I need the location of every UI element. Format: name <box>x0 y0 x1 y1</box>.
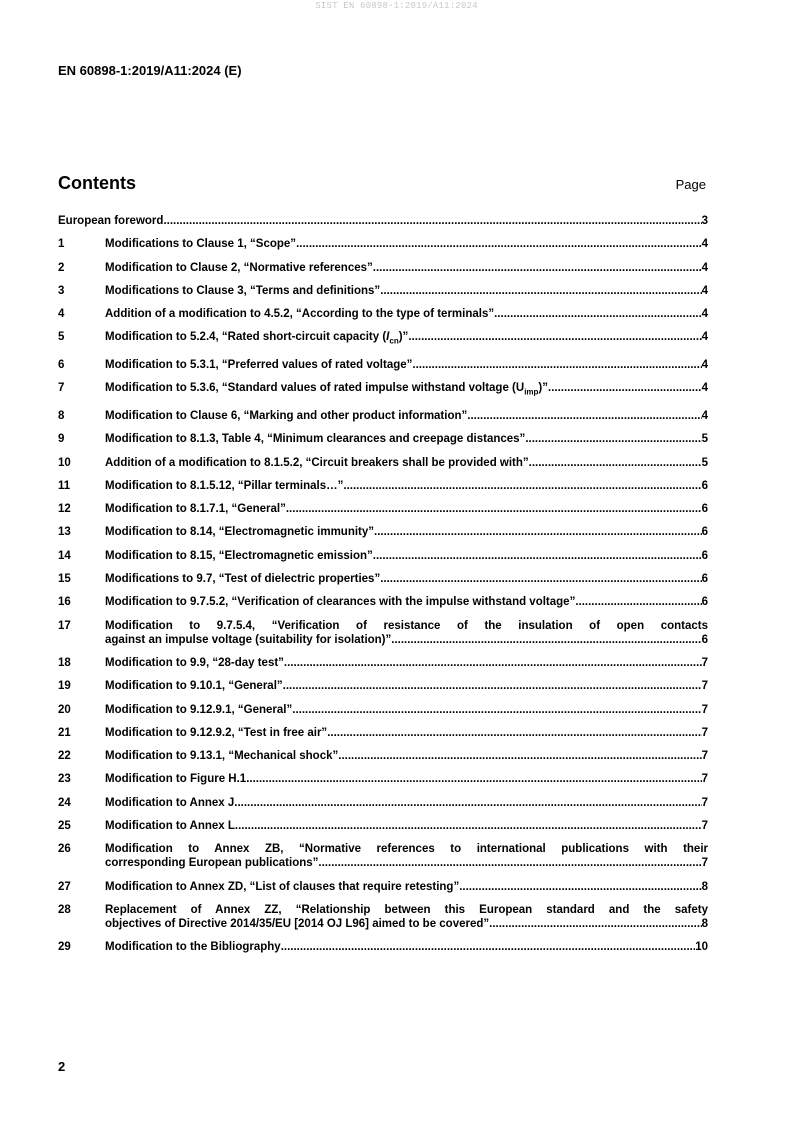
toc-entry-number: 28 <box>58 903 71 916</box>
toc-entry-title: Modification to 8.1.5.12, “Pillar terminals…” <box>105 479 344 492</box>
toc-entry[interactable] <box>58 679 708 693</box>
contents-title: Contents <box>58 173 136 193</box>
toc-entry-page: 6 <box>701 503 708 516</box>
toc-entry-page: 4 <box>701 359 708 372</box>
toc-entry-title <box>105 330 408 348</box>
toc-entry-title: Modification to 5.3.1, “Preferred values of rated voltage” <box>105 359 413 372</box>
toc-entry-line <box>105 237 708 251</box>
toc-entry-title: Modification to the Bibliography <box>105 941 281 954</box>
toc-entry-body <box>105 903 708 931</box>
toc-entry-title: Modification to 9.10.1, “General” <box>105 680 283 693</box>
toc-entry-line <box>105 656 708 670</box>
toc-entry-title: Modification to Clause 6, “Marking and other product information” <box>105 409 468 422</box>
toc-entry-title: Modifications to Clause 1, “Scope” <box>105 238 297 251</box>
toc-entry-title: Addition of a modification to 8.1.5.2, “Circuit breakers shall be provided with” <box>105 456 529 469</box>
dot-leader <box>284 656 702 670</box>
toc-entry-page: 7 <box>701 820 708 833</box>
toc-entry-title <box>105 381 548 399</box>
toc-entry-number: 18 <box>58 656 71 669</box>
toc-entry-title-part: Modification to 5.3.6, “Standard values of rated impulse withstand voltage (U <box>105 382 525 395</box>
toc-entry-body <box>105 703 708 717</box>
toc-entry-page: 6 <box>701 549 708 562</box>
toc-entry-number: 3 <box>58 284 65 297</box>
toc-entry[interactable] <box>58 479 708 493</box>
toc-entry-body <box>105 237 708 251</box>
toc-entry-page: 7 <box>701 750 708 763</box>
toc-entry-page: 4 <box>701 308 708 321</box>
toc-entry-line <box>105 633 708 647</box>
toc-entry-page: 5 <box>701 433 708 446</box>
toc-entry-body <box>105 679 708 693</box>
toc-entry-body <box>105 409 708 423</box>
toc-entry-number: 14 <box>58 549 71 562</box>
toc-entry-body <box>105 772 708 786</box>
toc-entry-body <box>105 819 708 833</box>
toc-entry-line <box>105 880 708 894</box>
toc-entry-title: Modification to 8.15, “Electromagnetic emission” <box>105 549 373 562</box>
toc-entry-line <box>105 381 708 399</box>
dot-leader <box>235 819 702 833</box>
dot-leader <box>575 595 701 609</box>
watermark: SIST EN 60898-1:2019/A11:2024 <box>315 1 478 11</box>
dot-leader <box>380 284 701 298</box>
toc-entry-body <box>105 940 708 954</box>
toc-entry[interactable] <box>58 703 708 717</box>
toc-entry-title-line: Modification to Annex ZB, “Normative references to international publications with their <box>105 843 708 856</box>
toc-entry-number: 25 <box>58 820 71 833</box>
toc-entry-title: Modification to Annex ZD, “List of clauses that require retesting” <box>105 880 460 893</box>
toc-entry-title: Modification to 9.12.9.2, “Test in free air” <box>105 726 328 739</box>
toc-entry-title: Modification to 8.14, “Electromagnetic immunity” <box>105 526 375 539</box>
toc-entry-page: 8 <box>701 880 708 893</box>
table-of-contents <box>58 214 708 964</box>
toc-entry[interactable] <box>58 749 708 763</box>
toc-entry-page: 6 <box>701 526 708 539</box>
toc-entry-number: 13 <box>58 526 71 539</box>
dot-leader <box>338 749 701 763</box>
toc-entry-title-line: corresponding European publications” <box>105 857 319 870</box>
dot-leader <box>494 307 701 321</box>
toc-entry-line <box>105 307 708 321</box>
toc-entry-body <box>58 214 708 228</box>
toc-entry[interactable] <box>58 903 708 931</box>
dot-leader <box>374 525 702 539</box>
toc-entry-body <box>105 381 708 399</box>
dot-leader <box>467 409 701 423</box>
toc-entry-number: 15 <box>58 573 71 586</box>
toc-entry[interactable] <box>58 214 708 228</box>
toc-entry-number: 6 <box>58 359 65 372</box>
toc-entry-line <box>105 261 708 275</box>
toc-entry-line <box>105 502 708 516</box>
dot-leader <box>318 856 701 870</box>
toc-entry[interactable] <box>58 502 708 516</box>
toc-entry-body <box>105 502 708 516</box>
toc-entry-body <box>105 726 708 740</box>
toc-entry-body <box>105 842 708 870</box>
toc-entry-title: Modification to Clause 2, “Normative references” <box>105 261 373 274</box>
toc-entry-page: 7 <box>701 680 708 693</box>
toc-entry-number: 5 <box>58 331 65 344</box>
toc-entry-page: 10 <box>695 941 708 954</box>
toc-entry-title: Modification to 8.1.3, Table 4, “Minimum clearances and creepage distances” <box>105 433 526 446</box>
dot-leader <box>292 703 701 717</box>
toc-entry[interactable] <box>58 237 708 251</box>
toc-entry-line <box>105 796 708 810</box>
toc-entry-title: Modification to 9.7.5.2, “Verification of clearances with the impulse withstand voltage” <box>105 596 576 609</box>
toc-entry-line <box>105 572 708 586</box>
dot-leader <box>296 237 702 251</box>
document-id: EN 60898-1:2019/A11:2024 (E) <box>58 63 242 78</box>
toc-entry-body <box>105 796 708 810</box>
toc-entry[interactable] <box>58 796 708 810</box>
toc-entry[interactable] <box>58 595 708 609</box>
toc-entry-body <box>105 358 708 372</box>
toc-entry-title: Modification to Annex L <box>105 820 235 833</box>
toc-entry[interactable] <box>58 409 708 423</box>
toc-entry-line <box>58 214 708 228</box>
toc-entry[interactable] <box>58 819 708 833</box>
toc-entry[interactable] <box>58 940 708 954</box>
dot-leader <box>412 358 701 372</box>
toc-entry-title: Modification to Annex J <box>105 796 235 809</box>
toc-entry-page: 4 <box>701 238 708 251</box>
dot-leader <box>391 633 701 647</box>
dot-leader <box>489 917 701 931</box>
toc-entry-title-line: Modification to 9.7.5.4, “Verification of resistance of the insulation of open contacts <box>105 619 708 632</box>
dot-leader <box>343 479 701 493</box>
toc-entry-number: 10 <box>58 456 71 469</box>
toc-entry-line <box>105 549 708 563</box>
dot-leader <box>163 214 701 228</box>
toc-entry[interactable] <box>58 842 708 870</box>
toc-entry-body <box>105 619 708 647</box>
dot-leader <box>283 679 702 693</box>
toc-entry-body <box>105 456 708 470</box>
toc-entry-body <box>105 525 708 539</box>
toc-entry-page: 6 <box>701 479 708 492</box>
toc-entry-body <box>105 880 708 894</box>
toc-entry-line <box>105 525 708 539</box>
toc-entry-title: European foreword <box>58 215 164 227</box>
toc-entry-page: 6 <box>701 573 708 586</box>
toc-entry-line <box>105 726 708 740</box>
toc-entry-page: 7 <box>701 703 708 716</box>
toc-entry-number: 12 <box>58 503 71 516</box>
toc-entry-title-part: Modification to 5.2.4, “Rated short-circuit capacity ( <box>105 331 387 344</box>
toc-entry-title: Modifications to Clause 3, “Terms and definitions” <box>105 284 381 297</box>
toc-entry[interactable] <box>58 549 708 563</box>
toc-entry[interactable] <box>58 261 708 275</box>
toc-entry-line <box>105 358 708 372</box>
toc-entry-body <box>105 479 708 493</box>
toc-entry-page: 4 <box>701 409 708 422</box>
toc-entry-number: 29 <box>58 941 71 954</box>
toc-entry-page: 7 <box>701 726 708 739</box>
dot-leader <box>529 456 702 470</box>
footer-page-number: 2 <box>58 1059 66 1074</box>
toc-entry-body <box>105 330 708 348</box>
dot-leader <box>459 880 701 894</box>
toc-entry-title: Modification to 9.9, “28-day test” <box>105 656 284 669</box>
toc-entry-title: Modifications to 9.7, “Test of dielectric properties” <box>105 573 381 586</box>
toc-entry-body <box>105 572 708 586</box>
toc-entry[interactable] <box>58 880 708 894</box>
toc-entry-number: 7 <box>58 382 65 395</box>
toc-entry[interactable] <box>58 456 708 470</box>
toc-entry-number: 11 <box>58 479 71 492</box>
toc-entry-title: Addition of a modification to 4.5.2, “According to the type of terminals” <box>105 308 495 321</box>
toc-entry[interactable] <box>58 726 708 740</box>
toc-entry-page: 7 <box>701 656 708 669</box>
dot-leader <box>525 432 701 446</box>
toc-entry-body <box>105 749 708 763</box>
toc-entry-number: 22 <box>58 750 71 763</box>
toc-entry-line <box>105 917 708 931</box>
toc-entry-title-subscript: imp <box>524 387 539 397</box>
toc-entry[interactable] <box>58 525 708 539</box>
toc-entry-line <box>105 330 708 348</box>
toc-entry-line <box>105 409 708 423</box>
dot-leader <box>408 330 701 344</box>
toc-entry[interactable] <box>58 432 708 446</box>
toc-entry[interactable] <box>58 284 708 298</box>
toc-entry-title: Modification to Figure H.1 <box>105 773 247 786</box>
toc-entry-number: 20 <box>58 703 71 716</box>
toc-entry-line <box>105 595 708 609</box>
toc-entry-page: 3 <box>701 215 708 227</box>
dot-leader <box>286 502 702 516</box>
toc-entry-line <box>105 703 708 717</box>
dot-leader <box>548 381 702 395</box>
toc-entry-body <box>105 549 708 563</box>
dot-leader <box>373 261 702 275</box>
toc-entry-title-part: )” <box>538 382 549 395</box>
toc-entry-body <box>105 284 708 298</box>
toc-entry-number: 23 <box>58 773 71 786</box>
dot-leader <box>246 772 701 786</box>
dot-leader <box>327 726 701 740</box>
toc-entry-page: 7 <box>701 857 708 870</box>
toc-entry-title: Modification to 9.12.9.1, “General” <box>105 703 293 716</box>
toc-entry-title-line: Replacement of Annex ZZ, “Relationship between this European standard and the safety <box>105 903 708 916</box>
page-column-label: Page <box>675 177 706 192</box>
toc-entry-number: 4 <box>58 308 65 321</box>
toc-entry-number: 26 <box>58 843 71 856</box>
toc-entry-line <box>105 456 708 470</box>
toc-entry-line <box>105 856 708 870</box>
toc-entry-body <box>105 261 708 275</box>
toc-entry-line <box>105 749 708 763</box>
toc-entry-line <box>105 284 708 298</box>
toc-entry-title-part: )” <box>398 331 409 344</box>
toc-entry-page: 4 <box>701 284 708 297</box>
toc-entry-page: 5 <box>701 456 708 469</box>
toc-entry-title-subscript: cn <box>389 336 399 346</box>
toc-entry[interactable] <box>58 330 708 348</box>
dot-leader <box>234 796 701 810</box>
toc-entry[interactable] <box>58 381 708 399</box>
toc-entry[interactable] <box>58 619 708 647</box>
toc-entry-number: 21 <box>58 726 71 739</box>
dot-leader <box>373 549 702 563</box>
toc-entry-number: 17 <box>58 619 71 632</box>
toc-entry-title: Modification to 8.1.7.1, “General” <box>105 503 286 516</box>
dot-leader <box>281 940 696 954</box>
dot-leader <box>380 572 701 586</box>
toc-entry-number: 19 <box>58 680 71 693</box>
toc-entry-title-line: objectives of Directive 2014/35/EU [2014 OJ L96] aimed to be covered” <box>105 917 490 930</box>
toc-entry-body <box>105 656 708 670</box>
toc-entry-page: 6 <box>701 596 708 609</box>
toc-entry-line <box>105 772 708 786</box>
toc-entry-page: 7 <box>701 796 708 809</box>
toc-entry-title-line: against an impulse voltage (suitability for isolation)” <box>105 633 392 646</box>
toc-entry-number: 1 <box>58 238 65 251</box>
toc-entry-title: Modification to 9.13.1, “Mechanical shock” <box>105 750 339 763</box>
toc-entry-page: 7 <box>701 773 708 786</box>
toc-entry[interactable] <box>58 772 708 786</box>
toc-entry-body <box>105 307 708 321</box>
toc-entry-line <box>105 679 708 693</box>
toc-entry-page: 8 <box>701 917 708 930</box>
toc-entry-title-variable: I <box>386 331 390 344</box>
toc-entry-line <box>105 432 708 446</box>
toc-entry[interactable] <box>58 656 708 670</box>
toc-entry-number: 9 <box>58 433 65 446</box>
toc-entry-page: 6 <box>701 633 708 646</box>
toc-entry-number: 2 <box>58 261 65 274</box>
toc-entry-number: 27 <box>58 880 71 893</box>
toc-entry[interactable] <box>58 572 708 586</box>
toc-entry-number: 24 <box>58 796 71 809</box>
toc-entry-number: 16 <box>58 596 71 609</box>
toc-entry[interactable] <box>58 358 708 372</box>
toc-entry-page: 4 <box>701 261 708 274</box>
toc-entry-line <box>105 479 708 493</box>
toc-entry[interactable] <box>58 307 708 321</box>
toc-entry-line <box>105 940 708 954</box>
toc-entry-page: 4 <box>701 331 708 344</box>
toc-entry-body <box>105 595 708 609</box>
toc-entry-number: 8 <box>58 409 65 422</box>
toc-entry-body <box>105 432 708 446</box>
contents-header <box>58 173 706 197</box>
toc-entry-page: 4 <box>701 382 708 395</box>
toc-entry-line <box>105 819 708 833</box>
